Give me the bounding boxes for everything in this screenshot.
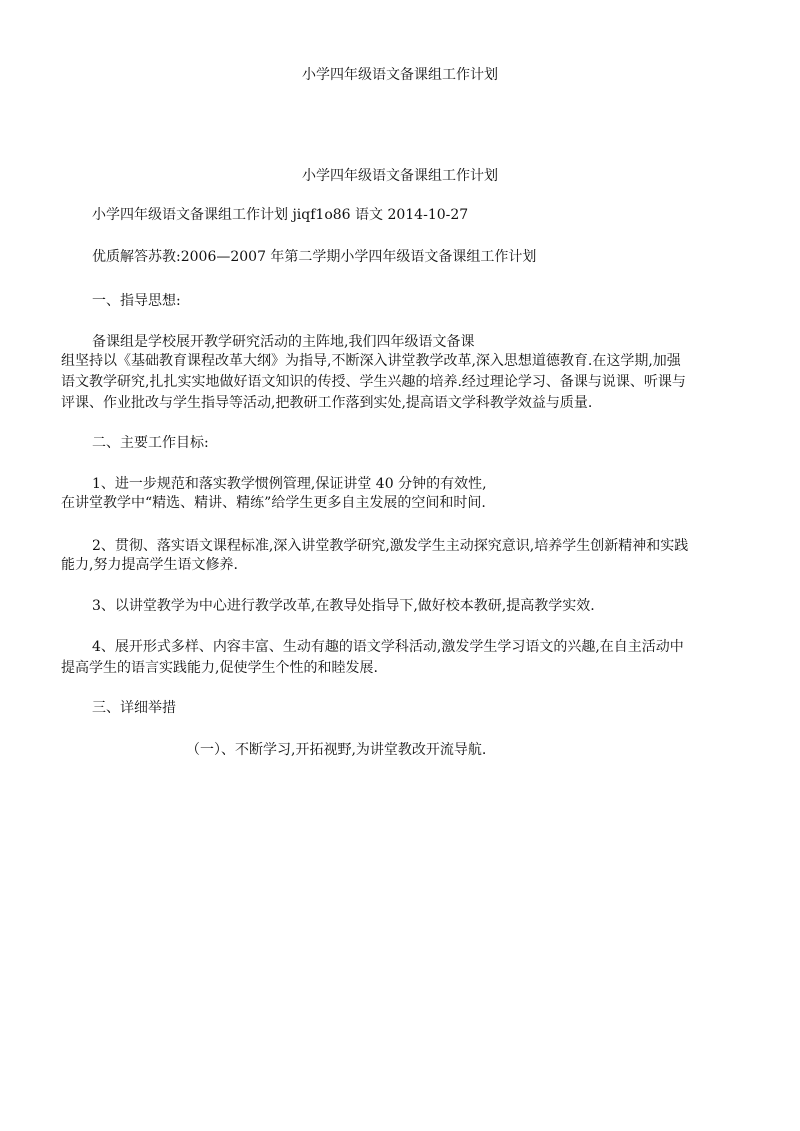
section-heading-work-goals: 二、主要工作目标: — [92, 435, 209, 451]
paragraph-line: 在讲堂教学中“精选、精讲、精练”给学生更多自主发展的空间和时间. — [61, 495, 486, 511]
paragraph-line: 评课、作业批改与学生指导等活动,把教研工作落到实处,提高语文学科教学效益与质量. — [61, 395, 593, 411]
subsection-heading-1: （一）、不断学习,开拓视野,为讲堂教改开流导航. — [186, 742, 487, 758]
section-heading-guiding-thought: 一、指导思想: — [92, 293, 181, 309]
paragraph-line: 3、以讲堂教学为中心进行教学改革,在教导处指导下,做好校本教研,提高教学实效. — [92, 598, 595, 614]
section-heading-measures: 三、详细举措 — [92, 700, 176, 716]
paragraph-line: 备课组是学校展开教学研究活动的主阵地,我们四年级语文备课 — [92, 334, 475, 350]
page-header: 小学四年级语文备课组工作计划 — [302, 67, 498, 83]
paragraph-line: 1、进一步规范和落实教学惯例管理,保证讲堂 40 分钟的有效性, — [92, 476, 487, 492]
intro-line: 优质解答苏教:2006—2007 年第二学期小学四年级语文备课组工作计划 — [92, 249, 537, 265]
paragraph-line: 组坚持以《基础教育课程改革大纲》为指导,不断深入讲堂教学改革,深入思想道德教育.在这学期,加强 — [61, 353, 681, 369]
paragraph-line: 2、贯彻、落实语文课程标准,深入讲堂教学研究,激发学生主动探究意识,培养学生创新精神和实践 — [92, 538, 689, 554]
paragraph-line: 4、展开形式多样、内容丰富、生动有趣的语文学科活动,激发学生学习语文的兴趣,在自主活动中 — [92, 639, 684, 655]
paragraph-line: 语文教学研究,扎扎实实地做好语文知识的传授、学生兴趣的培养.经过理论学习、备课与说课、听课与 — [61, 374, 686, 390]
paragraph-line: 提高学生的语言实践能力,促使学生个性的和睦发展. — [61, 660, 378, 676]
meta-line: 小学四年级语文备课组工作计划 jiqf1o86 语文 2014-10-27 — [92, 207, 469, 223]
paragraph-line: 能力,努力提高学生语文修养. — [61, 557, 238, 573]
document-title: 小学四年级语文备课组工作计划 — [302, 168, 498, 184]
